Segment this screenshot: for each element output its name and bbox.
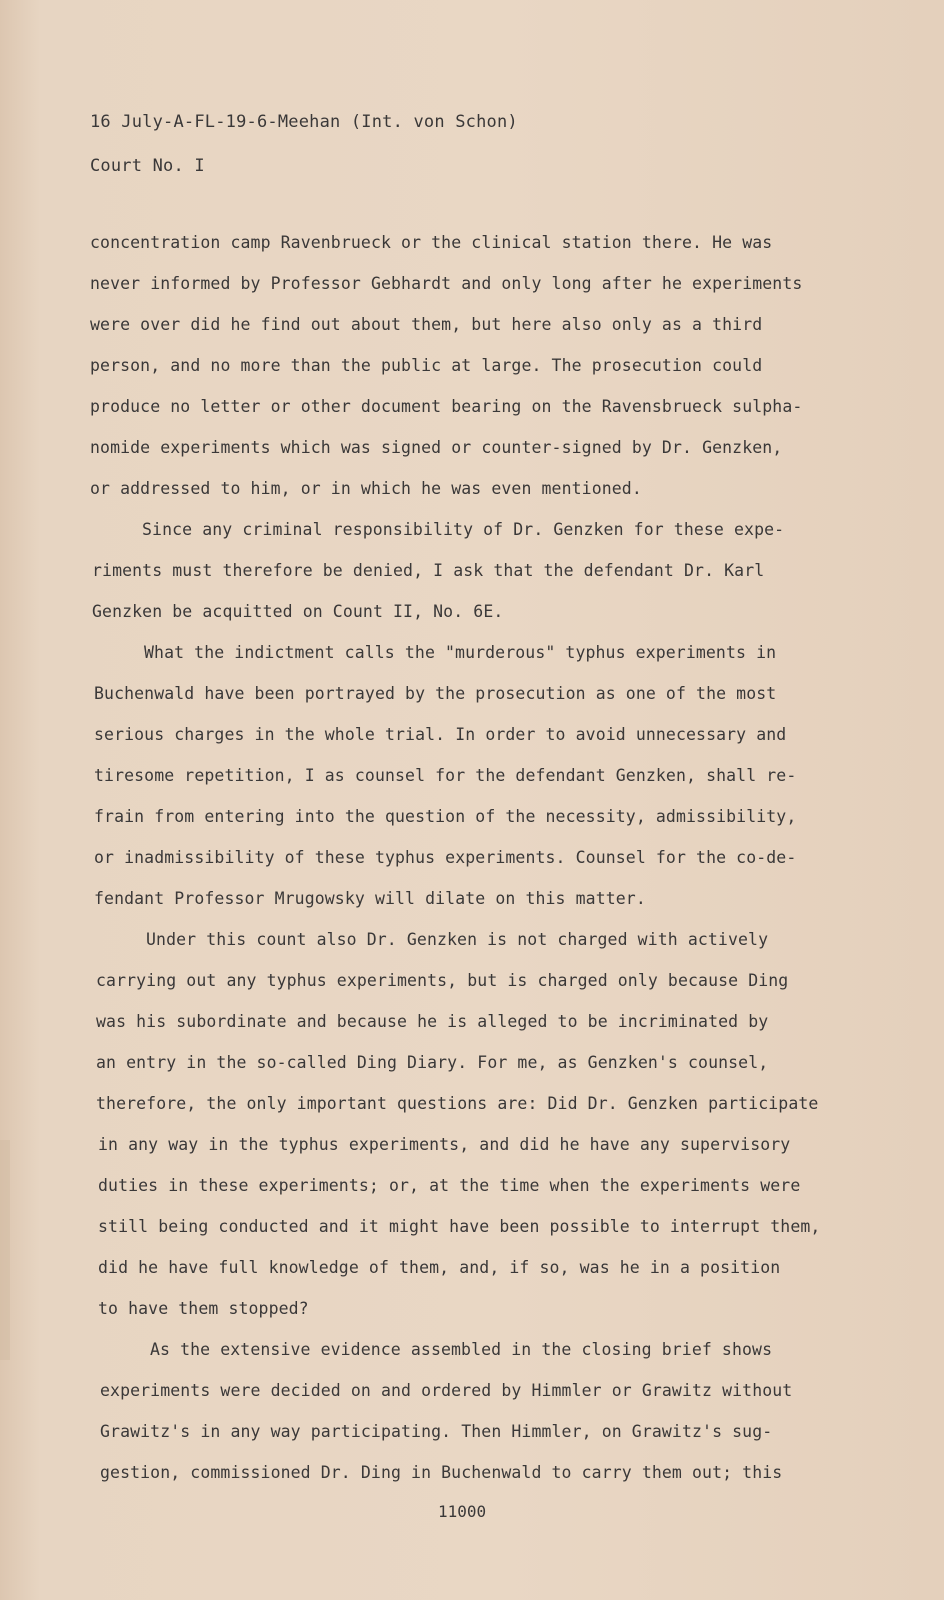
body-line: fendant Professor Mrugowsky will dilate on this matter. — [94, 889, 646, 908]
body-line: carrying out any typhus experiments, but is charged only because Ding — [96, 971, 789, 990]
body-line: experiments were decided on and ordered by Himmler or Grawitz without — [100, 1381, 793, 1400]
body-line: never informed by Professor Gebhardt and only long after he experiments — [90, 274, 803, 293]
body-line: an entry in the so-called Ding Diary. For me, as Genzken's counsel, — [96, 1053, 769, 1072]
body-line: still being conducted and it might have been possible to interrupt them, — [98, 1217, 821, 1236]
body-line: was his subordinate and because he is alleged to be incriminated by — [96, 1012, 769, 1031]
body-line: nomide experiments which was signed or counter-signed by Dr. Genzken, — [90, 438, 783, 457]
body-line: Grawitz's in any way participating. Then Himmler, on Grawitz's sug- — [100, 1422, 773, 1441]
page-number: 11000 — [438, 1502, 487, 1521]
body-line: Buchenwald have been portrayed by the prosecution as one of the most — [94, 684, 777, 703]
body-line: to have them stopped? — [98, 1299, 309, 1318]
header-line-1: 16 July-A-FL-19-6-Meehan (Int. von Schon) — [90, 112, 518, 132]
body-line: frain from entering into the question of the necessity, admissibility, — [94, 807, 797, 826]
body-line: As the extensive evidence assembled in the closing brief shows — [150, 1340, 773, 1359]
body-line: tiresome repetition, I as counsel for the defendant Genzken, shall re- — [94, 766, 797, 785]
body-line: therefore, the only important questions are: Did Dr. Genzken participate — [96, 1094, 819, 1113]
body-line: did he have full knowledge of them, and, if so, was he in a position — [98, 1258, 781, 1277]
body-line: or inadmissibility of these typhus experiments. Counsel for the co-de- — [94, 848, 797, 867]
body-line: in any way in the typhus experiments, and did he have any supervisory — [98, 1135, 791, 1154]
body-line: concentration camp Ravenbrueck or the clinical station there. He was — [90, 233, 773, 252]
body-line: or addressed to him, or in which he was even mentioned. — [90, 479, 642, 498]
body-line: Genzken be acquitted on Count II, No. 6E. — [92, 602, 504, 621]
body-line: person, and no more than the public at large. The prosecution could — [90, 356, 763, 375]
body-line: Under this count also Dr. Genzken is not charged with actively — [146, 930, 769, 949]
page-edge-mark — [0, 1140, 10, 1360]
body-line: duties in these experiments; or, at the time when the experiments were — [98, 1176, 801, 1195]
body-line: What the indictment calls the "murderous" typhus experiments in — [144, 643, 777, 662]
body-line: were over did he find out about them, but here also only as a third — [90, 315, 763, 334]
body-line: Since any criminal responsibility of Dr. Genzken for these expe- — [142, 520, 785, 539]
body-line: gestion, commissioned Dr. Ding in Buchenwald to carry them out; this — [100, 1463, 783, 1482]
header-line-2: Court No. I — [90, 156, 205, 176]
body-line: produce no letter or other document bearing on the Ravensbrueck sulpha- — [90, 397, 803, 416]
body-line: serious charges in the whole trial. In order to avoid unnecessary and — [94, 725, 787, 744]
body-line: riments must therefore be denied, I ask that the defendant Dr. Karl — [92, 561, 765, 580]
